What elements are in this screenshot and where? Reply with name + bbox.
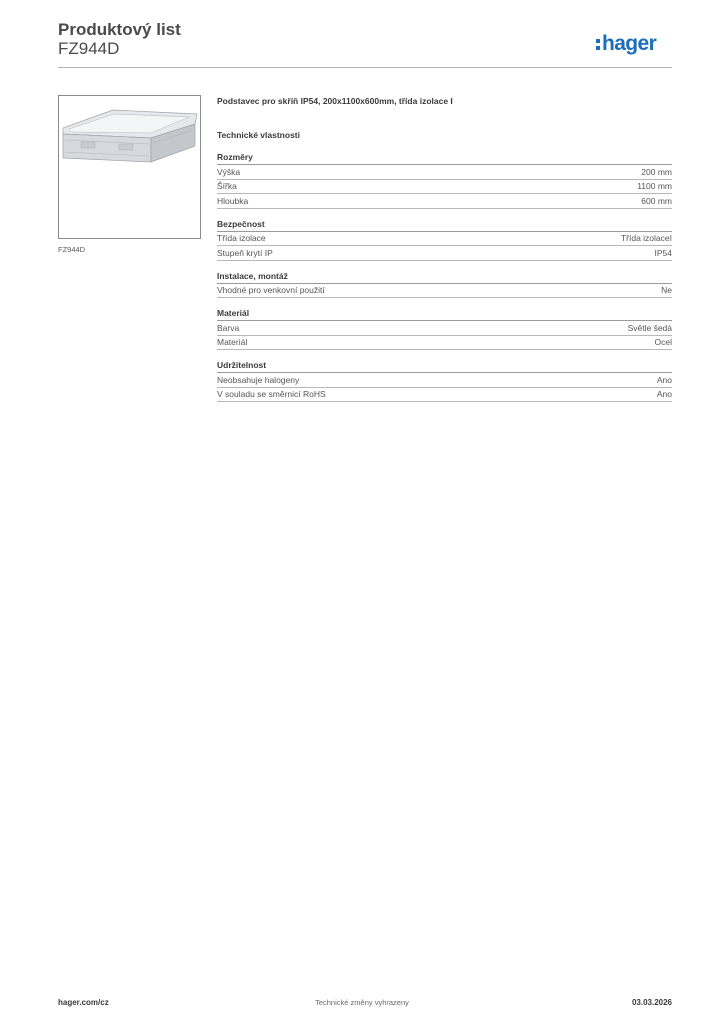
- spec-row: [217, 336, 672, 351]
- spec-value: 600 mm: [641, 195, 672, 206]
- spec-row: [217, 321, 672, 336]
- section-safety: [217, 219, 672, 261]
- spec-value: Ocel: [654, 337, 672, 348]
- product-code: FZ944D: [58, 39, 120, 58]
- product-image: [58, 95, 201, 239]
- section-title: Instalace, montáž: [217, 271, 672, 284]
- spec-label: Šířka: [217, 181, 237, 192]
- spec-value: 1100 mm: [637, 181, 672, 192]
- footer-notice: Technické změny vyhrazeny: [315, 998, 409, 1007]
- svg-text:hager: hager: [602, 32, 657, 55]
- spec-value: Ano: [656, 374, 672, 385]
- section-title: Bezpečnost: [217, 219, 672, 232]
- section-installation: [217, 271, 672, 299]
- spec-label: V souladu se směrnicí RoHS: [217, 389, 326, 400]
- page-title: Produktový list: [58, 20, 181, 39]
- spec-value: 200 mm: [641, 166, 672, 177]
- spec-value: Světle šedá: [627, 322, 672, 333]
- spec-label: Stupeň krytí IP: [217, 247, 273, 258]
- product-illustration: [59, 96, 200, 238]
- section-title: Materiál: [217, 308, 672, 321]
- hager-logo: [594, 28, 674, 58]
- section-dimensions: [217, 152, 672, 209]
- spec-row: [217, 373, 672, 388]
- product-description: Podstavec pro skříň IP54, 200x1100x600mm, třída izolace I: [217, 96, 453, 106]
- spec-label: Materiál: [217, 337, 248, 348]
- spec-label: Neobsahuje halogeny: [217, 374, 300, 385]
- spec-row: [217, 388, 672, 403]
- spec-row: [217, 194, 672, 209]
- spec-value: Ano: [656, 389, 672, 400]
- spec-label: Barva: [217, 322, 240, 333]
- spec-row: [217, 284, 672, 299]
- section-title: Rozměry: [217, 152, 672, 165]
- spec-row: [217, 246, 672, 261]
- spec-value: Třída izolaceI: [620, 233, 672, 244]
- spec-label: Výška: [217, 166, 241, 177]
- tech-heading: Technické vlastnosti: [217, 130, 300, 140]
- spec-row: [217, 232, 672, 247]
- spec-value: IP54: [654, 247, 672, 258]
- spec-row: [217, 165, 672, 180]
- spec-label: Třída izolace: [217, 233, 266, 244]
- footer-website-link[interactable]: hager.com/cz: [58, 998, 109, 1007]
- technical-specs: [217, 96, 672, 402]
- section-sustainability: [217, 360, 672, 402]
- spec-label: Vhodné pro venkovní použití: [217, 285, 325, 296]
- spec-value: Ne: [661, 285, 672, 296]
- footer-date: 03.03.2026: [631, 998, 672, 1007]
- section-title: Udržitelnost: [217, 360, 672, 373]
- header-divider: [58, 67, 672, 68]
- section-material: [217, 308, 672, 350]
- image-caption: FZ944D: [58, 245, 86, 254]
- spec-label: Hloubka: [217, 195, 249, 206]
- spec-row: [217, 180, 672, 195]
